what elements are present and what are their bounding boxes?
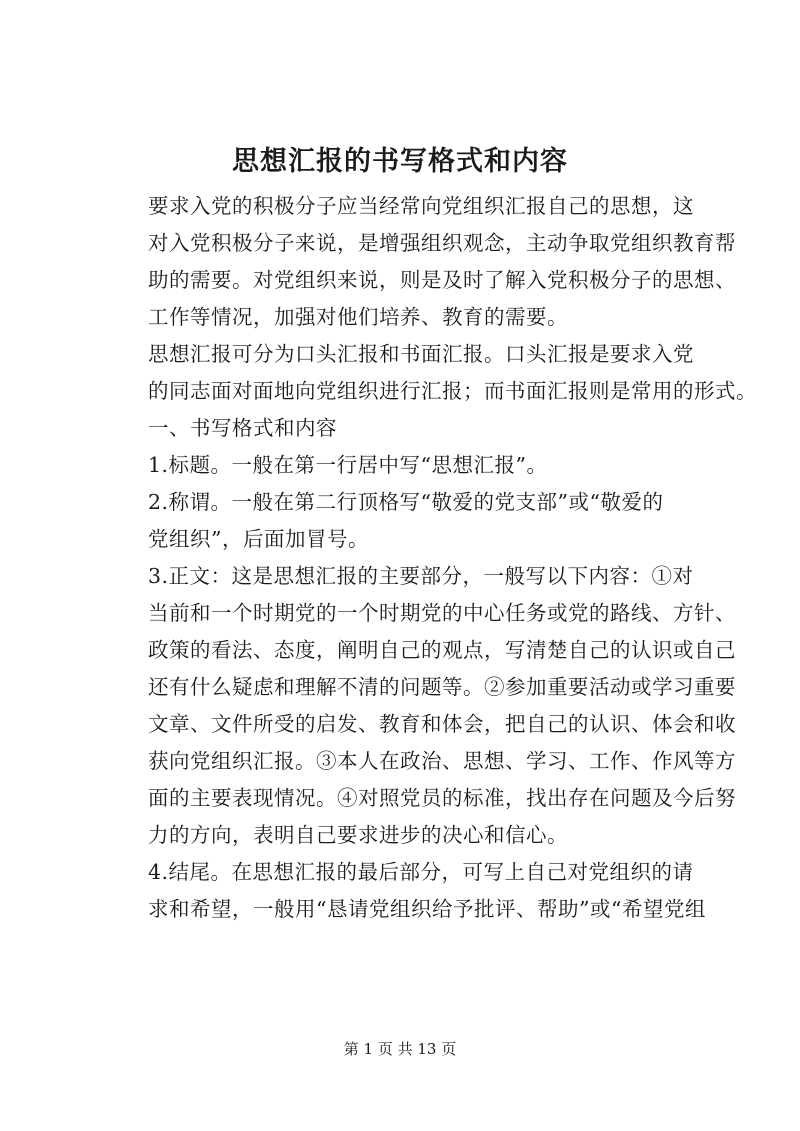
text-line: 当前和一个时期党的一个时期党的中心任务或党的路线、方针、 — [148, 601, 736, 625]
text-line: 党组织”，后面加冒号。 — [148, 527, 369, 551]
document-title: 思想汇报的书写格式和内容 — [232, 146, 568, 177]
text-line: 力的方向，表明自己要求进步的决心和信心。 — [148, 823, 568, 847]
text-line: 3.正文：这是思想汇报的主要部分，一般写以下内容：①对 — [148, 564, 694, 588]
text-line: 思想汇报可分为口头汇报和书面汇报。口头汇报是要求入党 — [148, 342, 694, 366]
text-line: 1.标题。一般在第一行居中写“思想汇报”。 — [148, 453, 548, 477]
text-line: 还有什么疑虑和理解不清的问题等。②参加重要活动或学习重要 — [148, 675, 736, 699]
text-line: 一、书写格式和内容 — [148, 416, 337, 440]
text-line: 的同志面对面地向党组织进行汇报；而书面汇报则是常用的形式。 — [148, 379, 757, 403]
page-number-footer: 第 1 页 共 13 页 — [343, 1040, 457, 1058]
text-line: 助的需要。对党组织来说，则是及时了解入党积极分子的思想、 — [148, 268, 736, 292]
text-line: 4.结尾。在思想汇报的最后部分，可写上自己对党组织的请 — [148, 860, 694, 884]
text-line: 获向党组织汇报。③本人在政治、思想、学习、工作、作风等方 — [148, 749, 736, 773]
paragraph-item-3 — [107, 558, 736, 854]
text-line: 2.称谓。一般在第二行顶格写“敬爱的党支部”或“敬爱的 — [148, 490, 664, 514]
paragraph-intro — [107, 188, 736, 336]
paragraph-item-2 — [107, 484, 707, 558]
text-line: 要求入党的积极分子应当经常向党组织汇报自己的思想，这 — [148, 194, 694, 218]
text-line: 工作等情况，加强对他们培养、教育的需要。 — [148, 305, 568, 329]
paragraph-item-1 — [107, 447, 707, 484]
paragraph-item-4 — [107, 854, 707, 928]
text-line: 面的主要表现情况。④对照党员的标准，找出存在问题及今后努 — [148, 786, 736, 810]
text-line: 求和希望，一般用“恳请党组织给予批评、帮助”或“希望党组 — [148, 897, 706, 921]
text-line: 政策的看法、态度，阐明自己的观点，写清楚自己的认识或自己 — [148, 638, 736, 662]
text-line: 对入党积极分子来说，是增强组织观念，主动争取党组织教育帮 — [148, 231, 736, 255]
section-heading — [107, 410, 707, 447]
text-line: 文章、文件所受的启发、教育和体会，把自己的认识、体会和收 — [148, 712, 736, 736]
paragraph-report-types — [107, 336, 757, 410]
document-body — [107, 188, 757, 928]
